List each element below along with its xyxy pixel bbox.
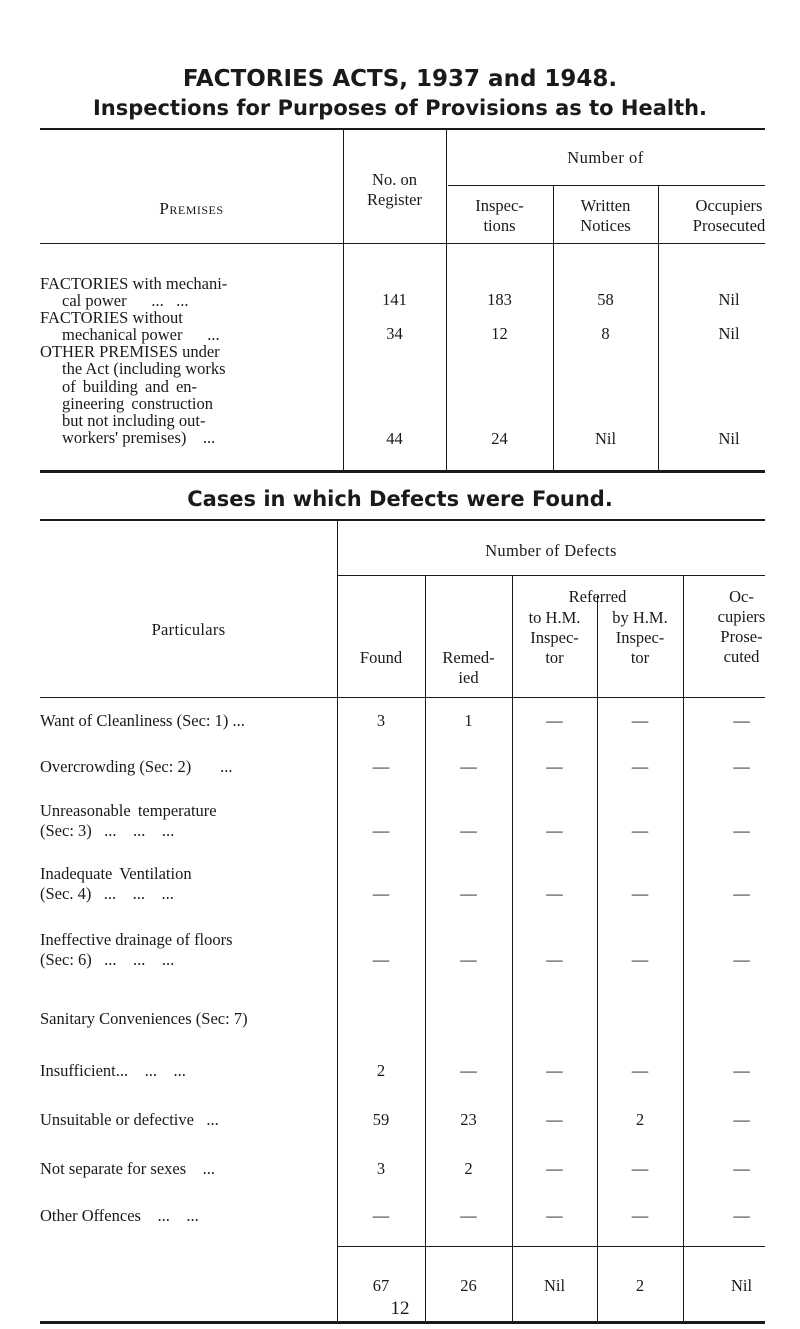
notices-cell: 8	[601, 324, 610, 343]
inspections-cell: 12	[491, 324, 508, 343]
notices-cell: 58	[597, 290, 614, 309]
remedied-cell: —	[460, 950, 477, 969]
prosecuted-cell: Nil	[718, 290, 740, 309]
found-cell: —	[372, 757, 390, 776]
prosecuted-header	[658, 196, 800, 236]
particulars-cell: Want of Cleanliness (Sec: 1) ...	[40, 711, 245, 730]
total-by-hm: 2	[635, 1276, 645, 1295]
subheader-divider	[337, 575, 765, 576]
by-hm-cell: —	[631, 821, 649, 840]
occupiers-cell: —	[733, 711, 750, 730]
remedied-cell: 2	[464, 1159, 473, 1178]
to-hm-cell: —	[546, 1110, 563, 1129]
remedied-cell: 1	[464, 711, 473, 730]
register-cell: 141	[382, 290, 407, 309]
particulars-line: Ineffective drainage of floors	[40, 930, 233, 949]
total-to-hm: Nil	[543, 1276, 566, 1295]
label-line: mechanical power ...	[62, 325, 220, 345]
particulars-cell	[40, 801, 217, 841]
defects-title: Cases in which Defects were Found.	[187, 487, 613, 511]
by-hm-header-line: tor	[630, 648, 650, 667]
premises-label	[40, 343, 226, 447]
subheader-divider	[448, 185, 765, 186]
header-divider	[40, 243, 765, 244]
label-line: FACTORIES with mechani-	[40, 274, 228, 293]
to-hm-cell: —	[546, 757, 563, 776]
found-cell: 2	[376, 1061, 386, 1080]
occupiers-header-line: Prose-	[720, 627, 763, 646]
number-of-header: Number of	[567, 148, 644, 167]
occupiers-cell: —	[733, 1061, 750, 1080]
particulars-cell	[40, 864, 192, 904]
by-hm-cell: —	[631, 884, 649, 903]
to-hm-cell: —	[546, 1061, 563, 1080]
by-hm-cell: —	[631, 1206, 649, 1225]
occupiers-prosecuted-header	[683, 587, 800, 667]
to-hm-cell: —	[546, 1206, 563, 1225]
occupiers-cell: —	[733, 950, 750, 969]
label-line: but not including out-	[62, 411, 206, 431]
header-divider	[40, 697, 765, 698]
occupiers-cell: —	[733, 1110, 750, 1129]
register-cell: 44	[386, 429, 403, 448]
by-hm-cell: —	[631, 757, 649, 776]
by-hm-inspector-header	[597, 608, 683, 668]
by-hm-cell: —	[631, 1159, 649, 1178]
occupiers-header-line: Oc-	[729, 587, 754, 606]
found-cell: —	[372, 950, 390, 969]
totals-divider	[337, 1246, 765, 1247]
page-subtitle: Inspections for Purposes of Provisions as to Health.	[92, 96, 708, 120]
register-header-line: No. on	[372, 170, 417, 189]
premises-header: Premises	[159, 199, 224, 218]
by-hm-cell: —	[631, 1061, 649, 1080]
inspections-cell: 24	[491, 429, 508, 448]
particulars-line: (Sec: 6) ... ... ...	[40, 950, 175, 969]
label-line: OTHER PREMISES under	[40, 342, 220, 361]
table-bottom-rule	[40, 1321, 765, 1324]
to-hm-cell: —	[546, 1159, 563, 1178]
notices-header-line: Notices	[580, 216, 631, 235]
notices-header	[553, 196, 658, 236]
to-hm-header-line: Inspec-	[530, 628, 579, 647]
remedied-cell: —	[460, 821, 477, 840]
found-cell: —	[372, 884, 390, 903]
particulars-cell	[40, 930, 233, 970]
by-hm-cell: 2	[635, 1110, 645, 1129]
table-bottom-rule	[40, 470, 765, 473]
by-hm-header-line: by H.M.	[612, 608, 668, 627]
occupiers-header-line: cuted	[723, 647, 760, 666]
particulars-cell: Not separate for sexes ...	[40, 1159, 216, 1178]
inspections-header	[446, 196, 553, 236]
register-header	[343, 170, 446, 210]
occupiers-cell: —	[733, 1206, 750, 1225]
label-line: the Act (including works	[62, 359, 226, 379]
total-occupiers: Nil	[730, 1276, 753, 1295]
by-hm-header-line: Inspec-	[615, 628, 665, 647]
premises-label	[40, 275, 227, 310]
total-remedied: 26	[460, 1276, 477, 1295]
register-header-line: Register	[367, 190, 422, 209]
label-line: of building and en-	[62, 376, 198, 396]
prosecuted-header-line: Occupiers	[695, 196, 763, 215]
notices-cell: Nil	[594, 429, 617, 448]
occupiers-cell: —	[733, 757, 750, 776]
particulars-cell: Overcrowding (Sec: 2) ...	[40, 757, 233, 776]
particulars-line: Unreasonable temperature	[40, 801, 217, 820]
remedied-cell: —	[460, 1061, 477, 1080]
found-cell: —	[372, 1206, 390, 1225]
particulars-cell: Insufficient... ... ...	[40, 1061, 186, 1080]
label-line: cal power ... ...	[62, 291, 189, 311]
to-hm-header-line: to H.M.	[528, 608, 581, 627]
inspections-header-line: Inspec-	[475, 196, 524, 215]
column-divider	[337, 521, 338, 1321]
particulars-cell: Other Offences ... ...	[40, 1206, 199, 1225]
remedied-cell: 23	[460, 1110, 477, 1129]
particulars-line: (Sec. 4) ... ... ...	[40, 884, 174, 903]
prosecuted-cell: Nil	[718, 429, 740, 448]
particulars-line: (Sec: 3) ... ... ...	[40, 821, 175, 840]
found-header: Found	[359, 648, 403, 667]
remedied-header	[425, 648, 512, 688]
label-line: gineering construction	[62, 393, 214, 413]
to-hm-header-line: tor	[545, 648, 564, 667]
remedied-cell: —	[460, 757, 477, 776]
to-hm-cell: —	[546, 821, 563, 840]
found-cell: 3	[376, 1159, 386, 1178]
referred-header: Referred	[568, 587, 627, 606]
particulars-line: Inadequate Ventilation	[40, 864, 192, 883]
table-top-rule	[40, 128, 765, 130]
label-line: workers' premises) ...	[62, 428, 216, 448]
inspections-cell: 183	[487, 290, 512, 309]
occupiers-cell: —	[733, 821, 750, 840]
occupiers-cell: —	[733, 884, 750, 903]
number-of-defects-header: Number of Defects	[485, 541, 617, 560]
prosecuted-cell: Nil	[718, 324, 740, 343]
prosecuted-header-line: Prosecuted	[692, 216, 766, 235]
inspections-header-line: tions	[483, 216, 516, 235]
occupiers-cell: —	[733, 1159, 750, 1178]
notices-header-line: Written	[580, 196, 631, 215]
register-cell: 34	[386, 324, 403, 343]
to-hm-cell: —	[546, 884, 563, 903]
to-hm-inspector-header	[512, 608, 597, 668]
remedied-header-line: ied	[458, 668, 479, 687]
particulars-cell: Sanitary Conveniences (Sec: 7)	[40, 1009, 248, 1028]
found-cell: 59	[372, 1110, 390, 1129]
found-cell: —	[372, 821, 390, 840]
total-found: 67	[372, 1276, 390, 1295]
table-top-rule	[40, 519, 765, 521]
page-number: 12	[390, 1298, 410, 1319]
to-hm-cell: —	[546, 950, 563, 969]
by-hm-cell: —	[631, 711, 649, 730]
remedied-header-line: Remed-	[442, 648, 495, 667]
found-cell: 3	[376, 711, 386, 730]
occupiers-header-line: cupiers	[717, 607, 766, 626]
particulars-cell: Unsuitable or defective ...	[40, 1110, 219, 1129]
particulars-header: Particulars	[151, 620, 226, 639]
to-hm-cell: —	[546, 711, 563, 730]
remedied-cell: —	[460, 1206, 477, 1225]
by-hm-cell: —	[631, 950, 649, 969]
remedied-cell: —	[460, 884, 477, 903]
premises-label	[40, 309, 220, 344]
page-title: FACTORIES ACTS, 1937 and 1948.	[182, 66, 618, 92]
label-line: FACTORIES without	[40, 308, 183, 327]
